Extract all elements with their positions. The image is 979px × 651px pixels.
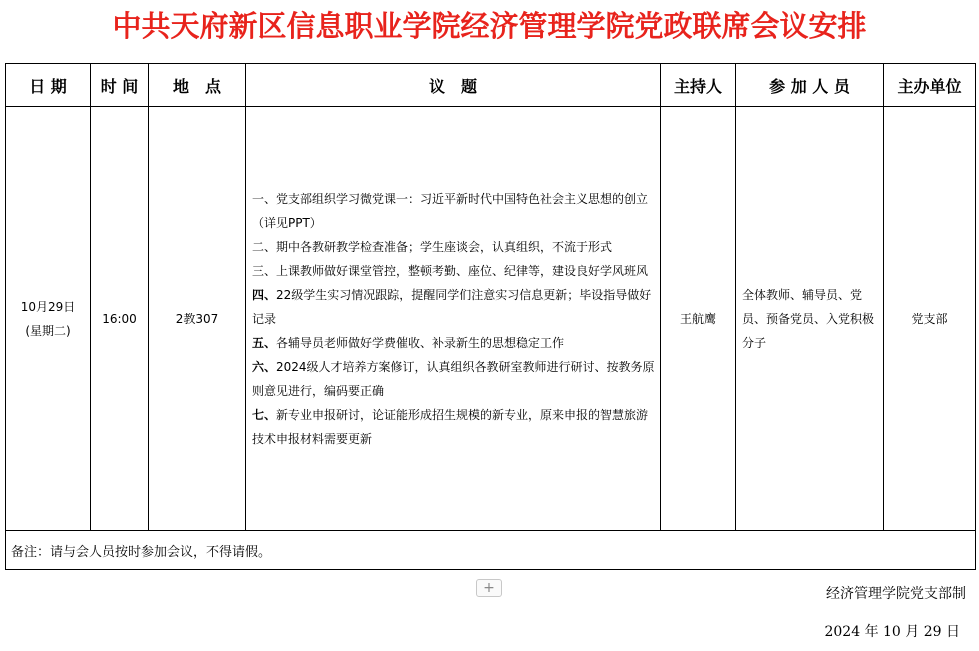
header-host: 主持人 (661, 64, 736, 107)
agenda-item (252, 331, 656, 355)
agenda-item-text: 党支部组织学习微党课一：习近平新时代中国特色社会主义思想的创立（详见PPT） (252, 191, 649, 230)
agenda-item-text: 新专业申报研讨，论证能形成招生规模的新专业，原来申报的智慧旅游技术申报材料需要更新 (252, 407, 649, 446)
agenda-item (252, 187, 656, 235)
header-organizer: 主办单位 (884, 64, 976, 107)
header-place: 地 点 (149, 64, 246, 107)
time-cell: 16:00 (91, 107, 149, 531)
expand-button[interactable]: + (476, 579, 502, 597)
agenda-item-text: 期中各教研教学检查准备；学生座谈会，认真组织，不流于形式 (276, 239, 613, 254)
agenda-item-number: 七、 (252, 407, 277, 422)
participants-cell: 全体教师、辅导员、党员、预备党员、入党积极分子 (736, 107, 884, 531)
header-participants: 参 加 人 员 (736, 64, 884, 107)
agenda-item (252, 403, 656, 451)
agenda-cell (246, 107, 661, 531)
remark-text: 备注：请与会人员按时参加会议，不得请假。 (6, 531, 976, 570)
agenda-item-text: 上课教师做好课堂管控，整顿考勤、座位、纪律等，建设良好学风班风 (276, 263, 649, 278)
date-value: 10月29日 (20, 299, 76, 314)
table-row (6, 107, 976, 531)
meeting-schedule-table (5, 63, 976, 570)
header-date: 日 期 (6, 64, 91, 107)
agenda-item-text: 各辅导员老师做好学费催收、补录新生的思想稳定工作 (276, 335, 565, 350)
remark-row (6, 531, 976, 570)
agenda-item-number: 三、 (252, 263, 277, 278)
header-agenda: 议 题 (246, 64, 661, 107)
agenda-item-number: 六、 (252, 359, 277, 374)
agenda-item-number: 四、 (252, 287, 277, 302)
agenda-item (252, 259, 656, 283)
agenda-item-text: 2024级人才培养方案修订，认真组织各教研室教师进行研讨、按教务原则意见进行，编码要正确 (252, 359, 655, 398)
footer-date: 2024 年 10 月 29 日 (824, 624, 960, 640)
agenda-item-text: 22级学生实习情况跟踪，提醒同学们注意实习信息更新；毕设指导做好记录 (252, 287, 652, 326)
page-title: 中共天府新区信息职业学院经济管理学院党政联席会议安排 (112, 9, 867, 43)
agenda-item-number: 五、 (252, 335, 277, 350)
organizer-cell: 党支部 (884, 107, 976, 531)
host-cell: 王航鹰 (661, 107, 736, 531)
table-header-row (6, 64, 976, 107)
weekday-value: (星期二) (25, 323, 71, 338)
header-time: 时 间 (91, 64, 149, 107)
date-cell (6, 107, 91, 531)
footer-department: 经济管理学院党支部制 (826, 586, 966, 602)
agenda-item (252, 235, 656, 259)
place-cell: 2教307 (149, 107, 246, 531)
agenda-item-number: 一、 (252, 191, 277, 206)
agenda-item-number: 二、 (252, 239, 277, 254)
agenda-item (252, 283, 656, 331)
agenda-item (252, 355, 656, 403)
